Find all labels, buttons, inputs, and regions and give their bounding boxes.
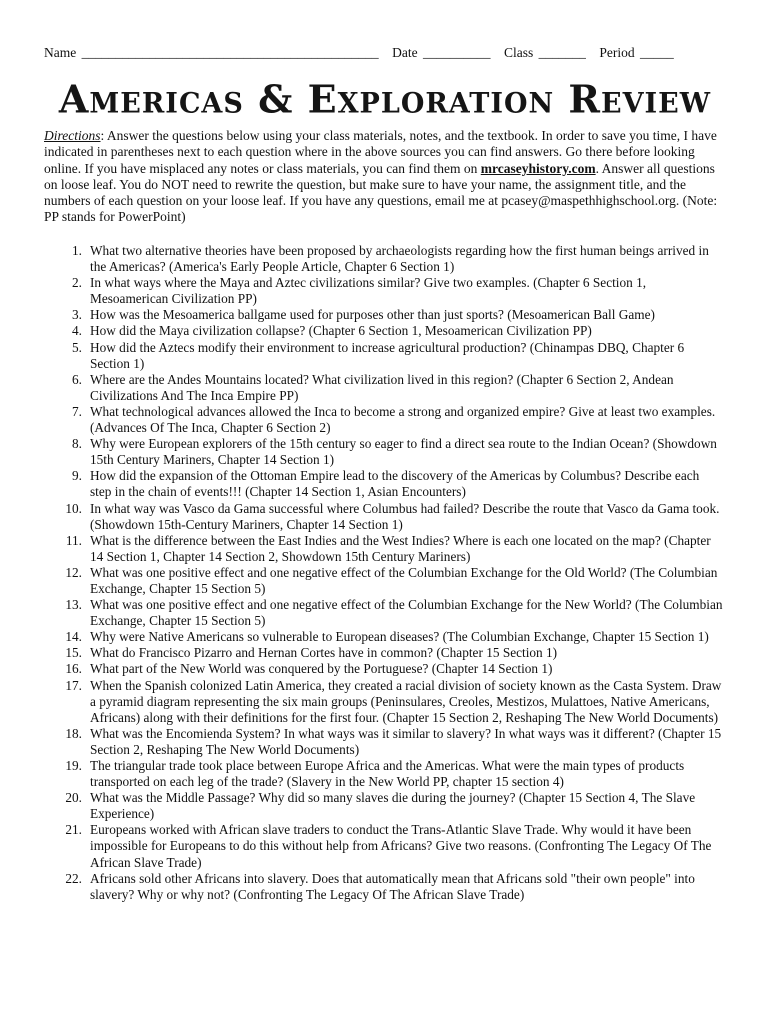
question-text: What was the Middle Passage? Why did so many slaves die during the journey? (Chapter 15 Section 4, The Slave Experience) — [90, 790, 696, 822]
question-number: 5. — [72, 339, 82, 355]
question-item — [44, 726, 724, 758]
website-link[interactable]: mrcaseyhistory.com — [480, 160, 596, 176]
question-number: 17. — [65, 677, 82, 693]
question-text: What part of the New World was conquered by the Portuguese? (Chapter 14 Section 1) — [90, 661, 553, 677]
question-number: 16. — [65, 661, 82, 677]
question-text: How did the expansion of the Ottoman Empire lead to the discovery of the Americas by Columbus? Describe each step in the chain of events!!! (Chapter 14 Section 1, Asian Encounters) — [90, 468, 700, 500]
period-field[interactable]: _____ — [639, 45, 674, 60]
question-item — [44, 372, 724, 404]
question-text: In what ways where the Maya and Aztec civilizations similar? Give two examples. (Chapter 6 Section 1, Mesoamerican Civilization PP) — [90, 275, 647, 307]
question-number: 6. — [72, 371, 82, 387]
question-number: 18. — [65, 725, 82, 741]
question-item — [44, 790, 724, 822]
question-item — [44, 597, 724, 629]
question-number: 8. — [72, 436, 82, 452]
question-item — [44, 678, 724, 726]
question-text: What is the difference between the East Indies and the West Indies? Where is each one located on the map? (Chapter 14 Section 1, Chapter 14 Section 2, Showdown 15th Century Mariners) — [90, 532, 711, 564]
question-list — [44, 243, 724, 903]
date-field[interactable]: __________ — [422, 45, 491, 60]
question-text: How did the Maya civilization collapse? (Chapter 6 Section 1, Mesoamerican Civilization PP) — [90, 323, 592, 339]
question-item — [44, 501, 724, 533]
question-item — [44, 323, 724, 339]
question-number: 15. — [65, 645, 82, 661]
period-label: Period — [599, 45, 635, 60]
question-item — [44, 340, 724, 372]
question-text: The triangular trade took place between Europe Africa and the Americas. What were the main types of products transported on each leg of the trade? (Slavery in the New World PP, chapter 15 section 4) — [90, 758, 685, 790]
question-item — [44, 645, 724, 661]
question-item — [44, 533, 724, 565]
question-item — [44, 275, 724, 307]
question-text: How did the Aztecs modify their environment to increase agricultural production? (Chinampas DBQ, Chapter 6 Section 1) — [90, 339, 685, 371]
question-number: 22. — [65, 870, 82, 886]
question-number: 1. — [72, 243, 82, 258]
question-item — [44, 243, 724, 275]
class-field[interactable]: _______ — [538, 45, 586, 60]
question-number: 2. — [72, 275, 82, 291]
question-number: 13. — [65, 597, 82, 613]
directions-label: Directions — [44, 128, 101, 143]
page-title: Americas & Exploration Review — [58, 75, 712, 122]
question-number: 4. — [72, 323, 82, 339]
question-item — [44, 436, 724, 468]
name-label: Name — [44, 45, 77, 60]
date-label: Date — [392, 45, 418, 60]
question-number: 9. — [72, 468, 82, 484]
class-label: Class — [503, 45, 534, 60]
question-text: What was one positive effect and one negative effect of the Columbian Exchange for the New World? (The Columbian Exchange, Chapter 15 Section 5) — [90, 597, 723, 629]
question-number: 12. — [65, 564, 82, 580]
question-text: In what way was Vasco da Gama successful where Columbus had failed? Describe the route that Vasco da Gama took. (Showdown 15th-Century Mariners, Chapter 14 Section 1) — [90, 500, 720, 532]
directions-paragraph — [44, 128, 724, 226]
question-number: 3. — [72, 307, 82, 323]
question-text: When the Spanish colonized Latin America, they created a racial division of society known as the Casta System. Draw a pyramid diagram representing the six main groups (Peninsulares, Creoles, Mestizos, Mulattoes, Native Americans, Africans) along with their definitions for the first four. (Chapter 15 Section 2, Reshaping The New World Documents) — [90, 677, 722, 725]
question-text: What technological advances allowed the Inca to become a strong and organized empire? Give at least two examples. (Advances Of The Inca, Chapter 6 Section 2) — [90, 403, 716, 436]
question-number: 11. — [65, 532, 82, 548]
question-item — [44, 822, 724, 870]
question-number: 7. — [72, 403, 82, 419]
question-item — [44, 871, 724, 903]
question-text: How was the Mesoamerica ballgame used for purposes other than just sports? (Mesoamerican Ball Game) — [90, 307, 655, 323]
question-number: 19. — [65, 758, 82, 773]
name-field[interactable]: ____________________________________________ — [81, 45, 379, 60]
question-item — [44, 307, 724, 323]
question-text: What was one positive effect and one negative effect of the Columbian Exchange for the Old World? (The Columbian Exchange, Chapter 15 Section 5) — [90, 564, 718, 596]
question-text: Europeans worked with African slave traders to conduct the Trans-Atlantic Slave Trade. Why would it have been impossible for Europeans to do this without help from Africans? Give two reasons. (Confronting The Legacy Of The African Slave Trade) — [90, 822, 712, 870]
question-text: What two alternative theories have been proposed by archaeologists regarding how the first human beings arrived in the Americas? (America's Early People Article, Chapter 6 Section 1) — [90, 243, 709, 275]
question-text: What was the Encomienda System? In what ways was it similar to slavery? In what ways was it different? (Chapter 15 Section 2, Reshaping The New World Documents) — [90, 725, 722, 757]
directions-text-part2: . Answer all questions on loose leaf. You do NOT need to rewrite the question, but make sure to have your name, the assignment title, and the numbers of each question on your loose leaf. If you have any questions, email me at pcasey@maspethhighschool.org. (Note: PP stands for PowerPoint) — [44, 160, 718, 225]
question-number: 21. — [65, 822, 82, 838]
question-item — [44, 661, 724, 677]
question-text: Why were Native Americans so vulnerable to European diseases? (The Columbian Exchange, Chapter 15 Section 1) — [90, 629, 709, 645]
question-text: Where are the Andes Mountains located? What civilization lived in this region? (Chapter 6 Section 2, Andean Civilizations And The Inca Empire PP) — [90, 371, 674, 403]
question-number: 20. — [65, 790, 82, 806]
question-text: What do Francisco Pizarro and Hernan Cortes have in common? (Chapter 15 Section 1) — [90, 645, 558, 661]
question-item — [44, 404, 724, 436]
question-item — [44, 565, 724, 597]
question-text: Why were European explorers of the 15th century so eager to find a direct sea route to the Indian Ocean? (Showdown 15th Century Mariners, Chapter 14 Section 1) — [90, 436, 717, 468]
question-text: Africans sold other Africans into slavery. Does that automatically mean that Africans sold "their own people" into slavery? Why or why not? (Confronting The Legacy Of The African Slave Trade) — [90, 870, 695, 902]
question-number: 14. — [65, 629, 82, 645]
question-item — [44, 629, 724, 645]
directions-text-part1: : Answer the questions below using your class materials, notes, and the textbook. In order to save you time, I have indicated in parentheses next to each question where in the above sources you can find answers. Go there before looking online. If you have misplaced any notes or class materials, you can find them on — [44, 128, 717, 176]
question-item — [44, 468, 724, 500]
question-number: 10. — [65, 500, 82, 516]
student-info-line — [44, 45, 724, 61]
question-item — [44, 758, 724, 790]
